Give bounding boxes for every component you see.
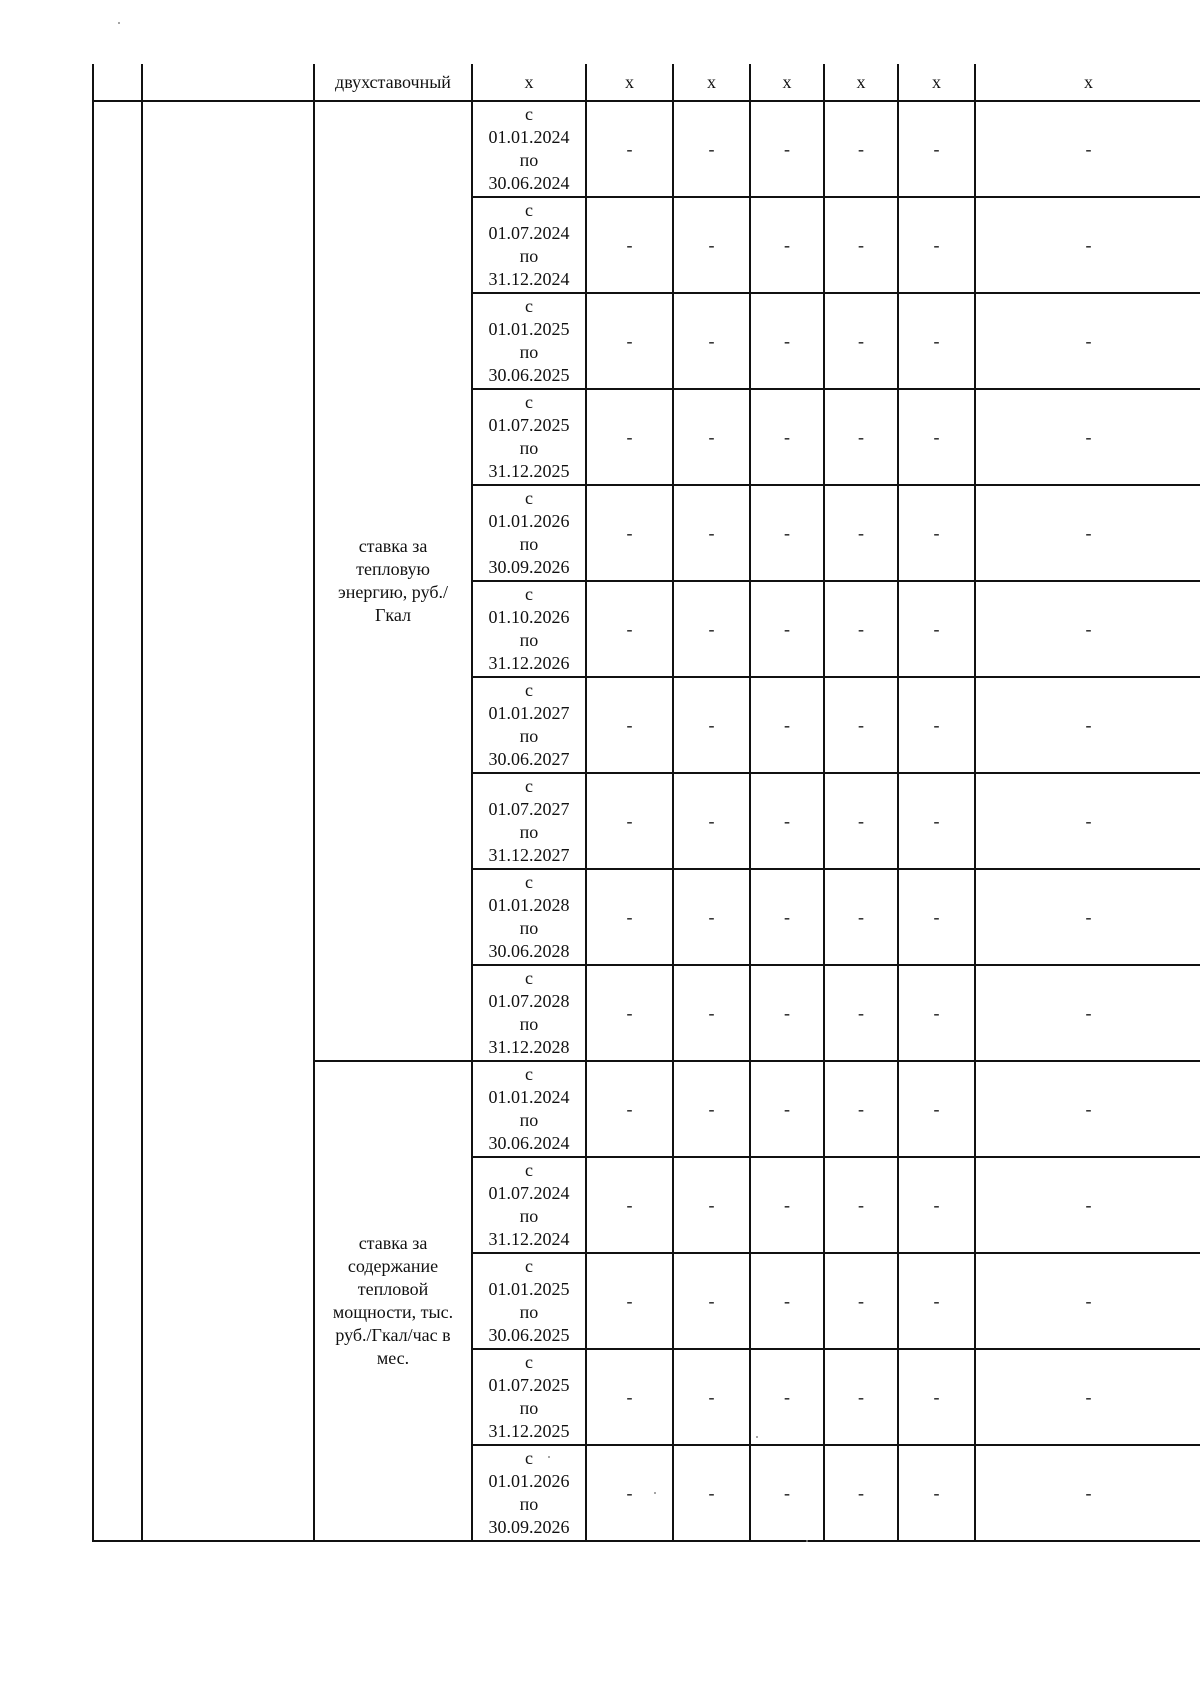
period-from: 01.07.2025: [488, 415, 570, 435]
value-cell: -: [898, 677, 975, 773]
period-from-word: с: [525, 968, 533, 988]
value-cell: -: [824, 1349, 898, 1445]
period-from: 01.01.2025: [488, 319, 570, 339]
scan-speck: [756, 1436, 758, 1438]
x-cell: х: [750, 64, 824, 101]
period-to: 30.09.2026: [488, 1517, 570, 1537]
period-cell: [472, 965, 586, 1061]
x-cell: х: [898, 64, 975, 101]
period-to-word: по: [519, 1110, 539, 1130]
period-from-word: с: [525, 104, 533, 124]
rate-label-cell: ставка за тепловую энергию, руб./Гкал: [314, 101, 472, 1061]
blank-cell-2: [142, 101, 314, 1541]
period-to: 30.06.2024: [488, 1133, 570, 1153]
period-cell: [472, 581, 586, 677]
value-cell: -: [750, 965, 824, 1061]
scan-speck: [654, 1492, 656, 1494]
value-cell: -: [975, 101, 1200, 197]
value-cell: -: [824, 389, 898, 485]
scan-speck: [548, 1456, 550, 1458]
value-cell: -: [898, 293, 975, 389]
table-row-two-rate: [93, 64, 1200, 101]
value-cell: -: [824, 1253, 898, 1349]
period-to: 30.06.2028: [488, 941, 570, 961]
rate-label-cell: ставка за содержание тепловой мощности, тыс. руб./Гкал/час в мес.: [314, 1061, 472, 1541]
period-from-word: с: [525, 296, 533, 316]
period-cell: [472, 293, 586, 389]
value-cell: -: [824, 965, 898, 1061]
value-cell: -: [586, 581, 673, 677]
value-cell: -: [750, 773, 824, 869]
period-cell: [472, 389, 586, 485]
period-cell: [472, 1157, 586, 1253]
value-cell: -: [673, 1445, 750, 1541]
value-cell: -: [898, 101, 975, 197]
period-cell: [472, 197, 586, 293]
tariff-type-cell: двухставочный: [314, 64, 472, 101]
period-cell: [472, 101, 586, 197]
value-cell: -: [750, 869, 824, 965]
value-cell: -: [898, 1061, 975, 1157]
value-cell: -: [673, 101, 750, 197]
value-cell: -: [975, 293, 1200, 389]
period-to-word: по: [519, 1398, 539, 1418]
table-row: [93, 101, 1200, 197]
value-cell: -: [975, 581, 1200, 677]
period-cell: [472, 1253, 586, 1349]
period-from-word: с: [525, 1448, 533, 1468]
value-cell: -: [750, 197, 824, 293]
value-cell: -: [673, 197, 750, 293]
period-from: 01.10.2026: [488, 607, 570, 627]
period-to-word: по: [519, 342, 539, 362]
scan-speck: [118, 22, 120, 24]
period-to-word: по: [519, 1302, 539, 1322]
value-cell: -: [586, 677, 673, 773]
value-cell: -: [975, 389, 1200, 485]
period-from: 01.07.2025: [488, 1375, 570, 1395]
value-cell: -: [824, 485, 898, 581]
value-cell: -: [824, 197, 898, 293]
period-from: 01.01.2024: [488, 127, 570, 147]
period-to: 31.12.2025: [488, 1421, 570, 1441]
value-cell: -: [975, 197, 1200, 293]
value-cell: -: [898, 1445, 975, 1541]
period-cell: [472, 677, 586, 773]
period-from: 01.07.2024: [488, 223, 570, 243]
value-cell: -: [898, 485, 975, 581]
value-cell: -: [824, 1445, 898, 1541]
value-cell: -: [898, 197, 975, 293]
period-from-word: с: [525, 872, 533, 892]
value-cell: -: [673, 485, 750, 581]
value-cell: -: [673, 581, 750, 677]
value-cell: -: [673, 1349, 750, 1445]
scan-speck: [806, 1540, 808, 1542]
value-cell: -: [824, 869, 898, 965]
value-cell: -: [750, 485, 824, 581]
period-from-word: с: [525, 200, 533, 220]
value-cell: -: [673, 869, 750, 965]
period-to: 31.12.2024: [488, 269, 570, 289]
period-from-word: с: [525, 392, 533, 412]
period-cell: [472, 1349, 586, 1445]
value-cell: -: [586, 1061, 673, 1157]
value-cell: -: [586, 485, 673, 581]
value-cell: -: [975, 1445, 1200, 1541]
period-from-word: с: [525, 1160, 533, 1180]
value-cell: -: [824, 293, 898, 389]
value-cell: -: [975, 869, 1200, 965]
period-from-word: с: [525, 1064, 533, 1084]
value-cell: -: [975, 677, 1200, 773]
value-cell: -: [975, 1157, 1200, 1253]
value-cell: -: [586, 965, 673, 1061]
value-cell: -: [898, 389, 975, 485]
period-from-word: с: [525, 1352, 533, 1372]
value-cell: -: [824, 773, 898, 869]
value-cell: -: [750, 293, 824, 389]
value-cell: -: [750, 1157, 824, 1253]
period-to: 31.12.2025: [488, 461, 570, 481]
value-cell: -: [586, 1445, 673, 1541]
value-cell: -: [975, 1253, 1200, 1349]
period-to-word: по: [519, 726, 539, 746]
value-cell: -: [824, 1061, 898, 1157]
value-cell: -: [586, 869, 673, 965]
value-cell: -: [750, 677, 824, 773]
period-from-word: с: [525, 776, 533, 796]
period-to-word: по: [519, 630, 539, 650]
value-cell: -: [673, 965, 750, 1061]
value-cell: -: [586, 293, 673, 389]
period-cell: [472, 869, 586, 965]
value-cell: -: [898, 581, 975, 677]
blank-cell-1: [93, 101, 142, 1541]
period-from-word: с: [525, 584, 533, 604]
period-from: 01.01.2028: [488, 895, 570, 915]
period-to: 31.12.2028: [488, 1037, 570, 1057]
tariff-table: [92, 64, 1200, 1542]
period-to-word: по: [519, 1206, 539, 1226]
value-cell: -: [750, 1253, 824, 1349]
value-cell: -: [673, 1157, 750, 1253]
value-cell: -: [586, 1253, 673, 1349]
value-cell: -: [586, 773, 673, 869]
value-cell: -: [824, 101, 898, 197]
period-to: 31.12.2027: [488, 845, 570, 865]
period-from-word: с: [525, 488, 533, 508]
value-cell: -: [673, 677, 750, 773]
value-cell: -: [750, 1349, 824, 1445]
period-to: 30.06.2027: [488, 749, 570, 769]
period-from: 01.01.2025: [488, 1279, 570, 1299]
value-cell: -: [750, 389, 824, 485]
value-cell: -: [750, 581, 824, 677]
period-to: 31.12.2026: [488, 653, 570, 673]
x-cell: х: [472, 64, 586, 101]
value-cell: -: [673, 293, 750, 389]
value-cell: -: [586, 389, 673, 485]
period-to-word: по: [519, 1494, 539, 1514]
value-cell: -: [673, 1253, 750, 1349]
value-cell: -: [975, 965, 1200, 1061]
period-from-word: с: [525, 680, 533, 700]
blank-cell-2: [142, 64, 314, 101]
x-cell: х: [975, 64, 1200, 101]
value-cell: -: [898, 1157, 975, 1253]
x-cell: х: [586, 64, 673, 101]
period-to: 30.06.2025: [488, 365, 570, 385]
value-cell: -: [898, 869, 975, 965]
value-cell: -: [975, 1349, 1200, 1445]
value-cell: -: [586, 1157, 673, 1253]
period-to-word: по: [519, 918, 539, 938]
value-cell: -: [673, 389, 750, 485]
x-cell: х: [673, 64, 750, 101]
period-cell: [472, 1445, 586, 1541]
period-from: 01.01.2026: [488, 1471, 570, 1491]
period-from: 01.01.2024: [488, 1087, 570, 1107]
value-cell: -: [586, 1349, 673, 1445]
value-cell: -: [824, 581, 898, 677]
period-from: 01.01.2026: [488, 511, 570, 531]
value-cell: -: [898, 965, 975, 1061]
period-to: 30.06.2024: [488, 173, 570, 193]
value-cell: -: [824, 1157, 898, 1253]
value-cell: -: [898, 773, 975, 869]
period-from: 01.07.2024: [488, 1183, 570, 1203]
value-cell: -: [673, 773, 750, 869]
value-cell: -: [898, 1253, 975, 1349]
table-body: [93, 64, 1200, 1541]
value-cell: -: [586, 197, 673, 293]
period-to-word: по: [519, 438, 539, 458]
period-to-word: по: [519, 534, 539, 554]
value-cell: -: [673, 1061, 750, 1157]
value-cell: -: [898, 1349, 975, 1445]
value-cell: -: [750, 1445, 824, 1541]
value-cell: -: [975, 1061, 1200, 1157]
x-cell: х: [824, 64, 898, 101]
period-cell: [472, 773, 586, 869]
value-cell: -: [750, 101, 824, 197]
value-cell: -: [975, 485, 1200, 581]
period-from: 01.07.2027: [488, 799, 570, 819]
blank-cell-1: [93, 64, 142, 101]
value-cell: -: [586, 101, 673, 197]
period-from: 01.07.2028: [488, 991, 570, 1011]
period-cell: [472, 485, 586, 581]
value-cell: -: [750, 1061, 824, 1157]
value-cell: -: [975, 773, 1200, 869]
period-from: 01.01.2027: [488, 703, 570, 723]
period-to: 30.09.2026: [488, 557, 570, 577]
period-to: 30.06.2025: [488, 1325, 570, 1345]
period-to: 31.12.2024: [488, 1229, 570, 1249]
period-from-word: с: [525, 1256, 533, 1276]
period-to-word: по: [519, 150, 539, 170]
period-to-word: по: [519, 822, 539, 842]
period-cell: [472, 1061, 586, 1157]
value-cell: -: [824, 677, 898, 773]
period-to-word: по: [519, 246, 539, 266]
period-to-word: по: [519, 1014, 539, 1034]
